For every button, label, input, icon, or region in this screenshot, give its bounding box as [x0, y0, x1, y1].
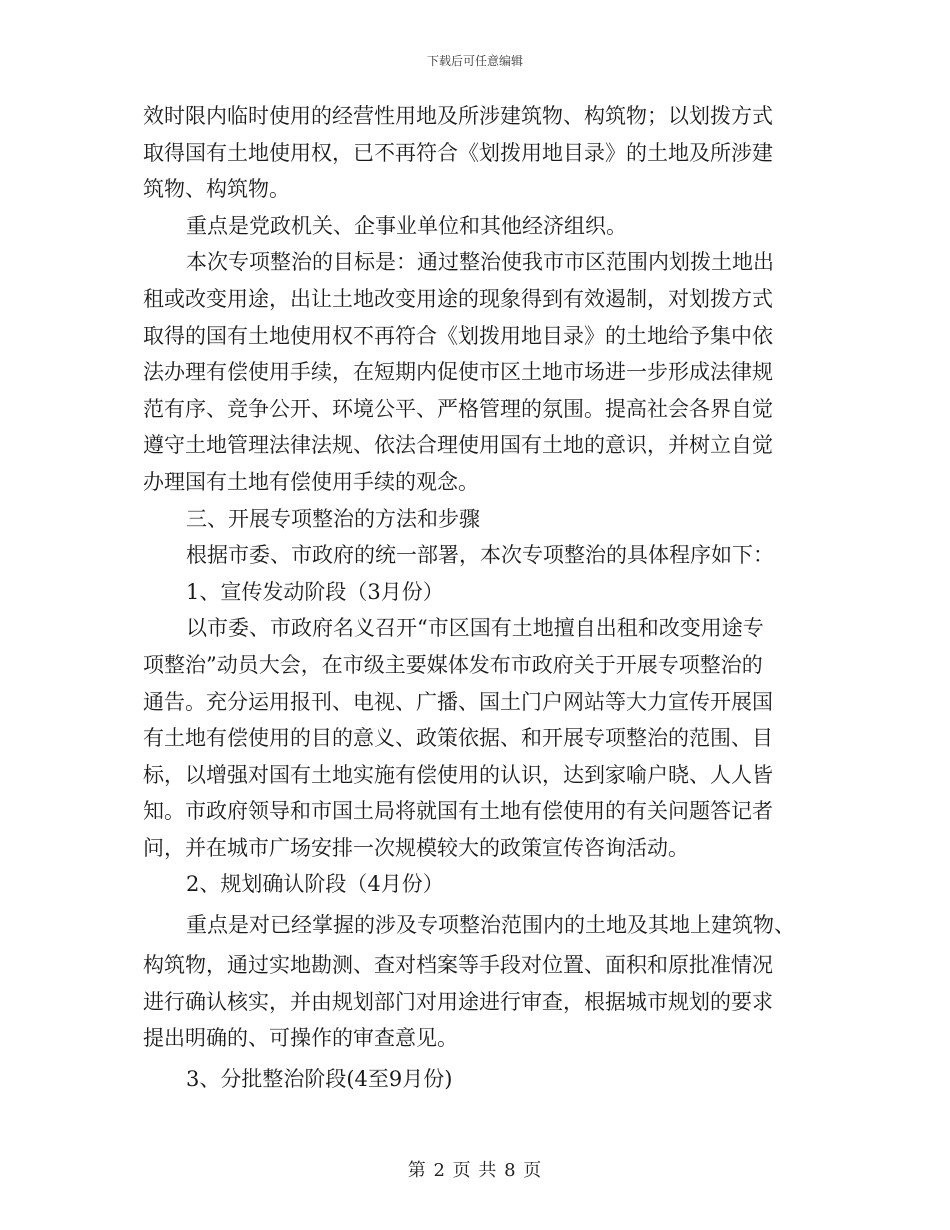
- text-line: 通告。充分运用报刊、电视、广播、国土门户网站等大力宣传开展国: [143, 689, 773, 714]
- text-line: 本次专项整治的目标是：通过整治使我市市区范围内划拨土地出: [186, 250, 774, 275]
- text-line: 进行确认核实，并由规划部门对用途进行审查，根据城市规划的要求: [143, 989, 773, 1014]
- step-heading: 3、分批整治阶段(4至9月份): [186, 1066, 453, 1091]
- text-line: 遵守土地管理法律法规、依法合理使用国有土地的意识，并树立自觉: [143, 433, 773, 458]
- text-line: 以市委、市政府名义召开“市区国有土地擅自出租和改变用途专: [186, 616, 764, 641]
- text-line: 取得的国有土地使用权不再符合《划拨用地目录》的土地给予集中依: [143, 323, 773, 348]
- text-line: 取得国有土地使用权，已不再符合《划拨用地目录》的土地及所涉建: [143, 140, 773, 165]
- text-line: 租或改变用途，出让土地改变用途的现象得到有效遏制，对划拨方式: [143, 286, 773, 311]
- text-line: 范有序、竞争公开、环境公平、严格管理的氛围。提高社会各界自觉: [143, 396, 773, 421]
- page-header: 下载后可任意编辑: [426, 54, 523, 68]
- text-line: 标，以增强对国有土地实施有偿使用的认识，达到家喻户晓、人人皆: [143, 762, 773, 787]
- text-line: 效时限内临时使用的经营性用地及所涉建筑物、构筑物；以划拨方式: [143, 104, 773, 128]
- step-heading: 2、规划确认阶段（4月份）: [186, 872, 444, 897]
- step-heading: 1、宣传发动阶段（3月份）: [186, 579, 444, 604]
- text-line: 知。市政府领导和市国土局将就国有土地有偿使用的有关问题答记者: [143, 799, 773, 824]
- document-body: [143, 98, 811, 1101]
- text-line: 法办理有偿使用手续，在短期内促使市区土地市场进一步形成法律规: [143, 360, 773, 385]
- text-line: 重点是对已经掌握的涉及专项整治范围内的土地及其地上建筑物、: [186, 913, 795, 938]
- text-line: 有土地有偿使用的目的意义、政策依据、和开展专项整治的范围、目: [143, 726, 773, 751]
- text-line: 提出明确的、可操作的审查意见。: [143, 1026, 458, 1051]
- text-line: 根据市委、市政府的统一部署，本次专项整治的具体程序如下：: [186, 543, 774, 568]
- text-line: 重点是党政机关、企事业单位和其他经济组织。: [186, 213, 627, 238]
- section-heading: 三、开展专项整治的方法和步骤: [186, 506, 480, 531]
- text-line: 筑物、构筑物。: [143, 177, 290, 202]
- text-line: 问，并在城市广场安排一次规模较大的政策宣传咨询活动。: [143, 835, 689, 860]
- page-footer: 第 2 页 共 8 页: [407, 1160, 543, 1181]
- text-line: 办理国有土地有偿使用手续的观念。: [143, 469, 479, 494]
- text-line: 项整治”动员大会，在市级主要媒体发布市政府关于开展专项整治的: [143, 652, 763, 677]
- text-line: 构筑物，通过实地勘测、查对档案等手段对位置、面积和原批准情况: [143, 953, 773, 978]
